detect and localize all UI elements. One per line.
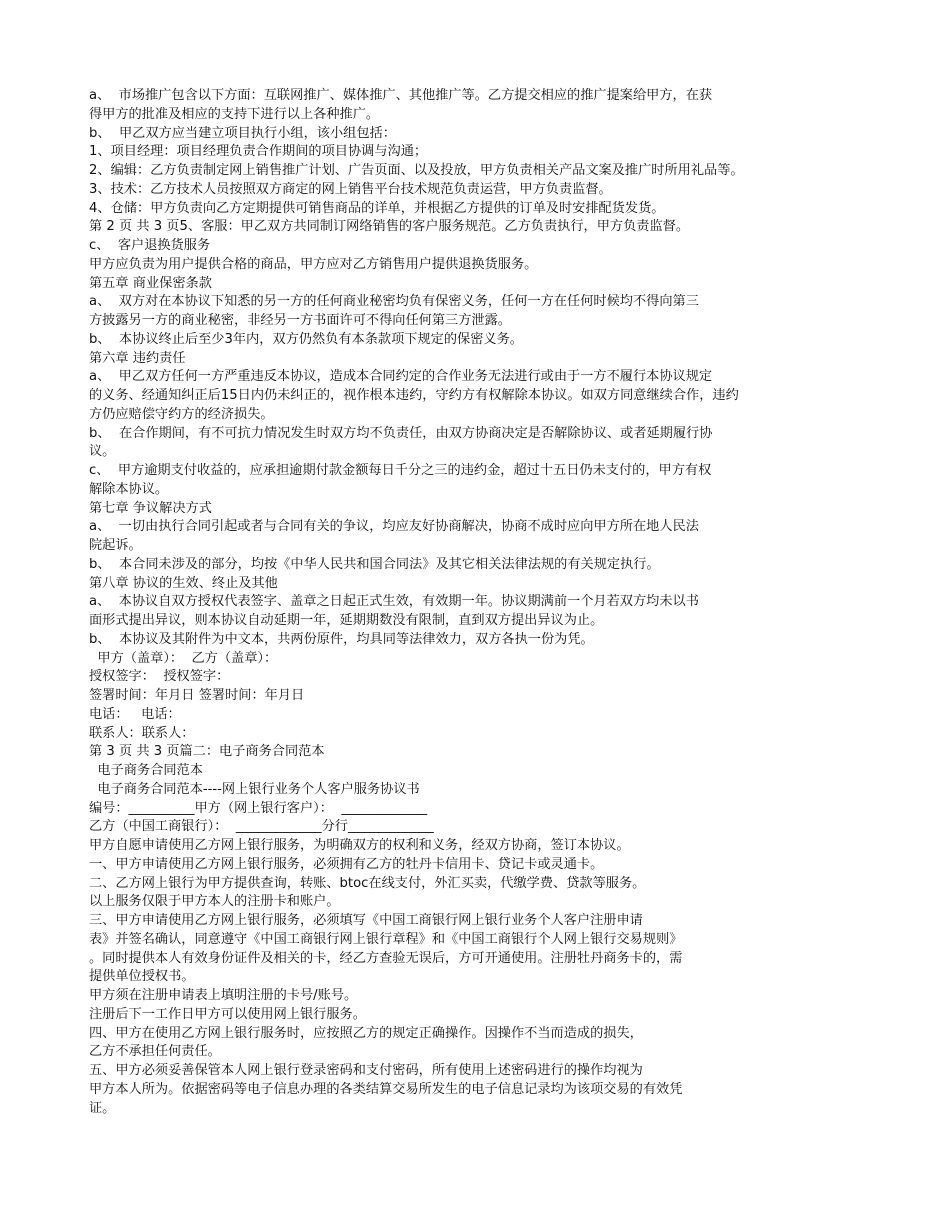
text-line: 乙方（中国工商银行）： _____________分行_____________ (89, 819, 434, 835)
text-line: a、 本协议自双方授权代表签字、盖章之日起正式生效，有效期一年。协议期满前一个月若双方均未以书 (89, 594, 699, 610)
text-line: 证。 (89, 1100, 116, 1116)
text-line: b、 本协议终止后至少3年内，双方仍然负有本条款项下规定的保密义务。 (89, 331, 523, 347)
text-line: b、 在合作期间，有不可抗力情况发生时双方均不负责任，由双方协商决定是否解除协议、或者延期履行协 (89, 425, 713, 441)
text-line: 甲方须在注册申请表上填明注册的卡号/账号。 (89, 988, 358, 1003)
text-line: 方披露另一方的商业秘密，非经另一方书面许可不得向任何第三方泄露。 (89, 313, 511, 328)
text-line: 第八章 协议的生效、终止及其他 (89, 575, 278, 591)
text-line: 一、甲方申请使用乙方网上银行服务，必须拥有乙方的牡丹卡信用卡、贷记卡或灵通卡。 (89, 856, 604, 872)
text-line: 第 3 页 共 3 页篇二：电子商务合同范本 (89, 744, 325, 760)
text-line: 甲方应负责为用户提供合格的商品，甲方应对乙方销售用户提供退换货服务。 (89, 256, 538, 272)
text-line: 甲方本人所为。依据密码等电子信息办理的各类结算交易所发生的电子信息记录均为该项交易的有效凭 (89, 1081, 683, 1097)
text-line: 第六章 违约责任 (89, 350, 186, 366)
text-line: 的义务、经通知纠正后15日内仍未纠正的，视作根本违约，守约方有权解除本协议。如双方同意继续合作，违约 (89, 388, 739, 403)
text-line: 电子商务合同范本 (89, 763, 203, 778)
text-line: 1、项目经理：项目经理负责合作期间的项目协调与沟通； (89, 144, 428, 160)
text-line: 面形式提出异议，则本协议自动延期一年，延期期数没有限制，直到双方提出异议为止。 (89, 613, 604, 628)
text-line: 授权签字： 授权签字： (89, 669, 230, 685)
text-line: c、 客户退换货服务 (89, 238, 211, 253)
text-line: b、 本协议及其附件为中文本，共两份原件，均具同等法律效力，双方各执一份为凭。 (89, 631, 594, 647)
text-line: 五、甲方必须妥善保管本人网上银行登录密码和支付密码，所有使用上述密码进行的操作均视为 (89, 1063, 643, 1078)
text-line: 四、甲方在使用乙方网上银行服务时，应按照乙方的规定正确操作。因操作不当而造成的损失， (89, 1025, 643, 1041)
text-line: 甲方自愿申请使用乙方网上银行服务，为明确双方的权利和义务，经双方协商，签订本协议。 (89, 838, 630, 853)
text-line: 编号：__________甲方（网上银行客户）： _____________ (89, 800, 428, 816)
text-line: 二、乙方网上银行为甲方提供查询，转账、btoc在线支付，外汇买卖，代缴学费、贷款等服务。 (89, 875, 646, 891)
text-line: 联系人：联系人： (89, 725, 195, 741)
text-line: 方仍应赔偿守约方的经济损失。 (89, 406, 274, 422)
document-body (89, 87, 869, 1118)
text-line: 甲方（盖章）： 乙方（盖章）： (89, 650, 278, 666)
text-line: 议。 (89, 444, 116, 460)
text-line: 三、甲方申请使用乙方网上银行服务，必须填写《中国工商银行网上银行业务个人客户注册申请 (89, 913, 643, 928)
text-line: 表》并签名确认，同意遵守《中国工商银行网上银行章程》和《中国工商银行个人网上银行交易规则》 (89, 931, 683, 947)
text-line: 得甲方的批准及相应的支持下进行以上各种推广。 (89, 106, 380, 122)
text-line: 注册后下一工作日甲方可以使用网上银行服务。 (89, 1006, 366, 1022)
text-line: 院起诉。 (89, 538, 142, 553)
text-line: b、 甲乙双方应当建立项目执行小组，该小组包括： (89, 125, 396, 141)
text-line: a、 一切由执行合同引起或者与合同有关的争议，均应友好协商解决，协商不成时应向甲方所在地人民法 (89, 519, 699, 535)
text-line: 。同时提供本人有效身份证件及相关的卡，经乙方查验无误后，方可开通使用。注册牡丹商务卡的，需 (89, 950, 683, 966)
text-line: 电话： 电话： (89, 706, 181, 722)
text-line: 提供单位授权书。 (89, 969, 195, 985)
text-line: 3、技术：乙方技术人员按照双方商定的网上销售平台技术规范负责运营，甲方负责监督。 (89, 181, 612, 197)
text-line: 4、仓储：甲方负责向乙方定期提供可销售商品的详单，并根据乙方提供的订单及时安排配货发货。 (89, 200, 665, 216)
text-line: 第五章 商业保密条款 (89, 275, 212, 291)
text-line: 以上服务仅限于甲方本人的注册卡和账户。 (89, 894, 340, 910)
text-line: 第 2 页 共 3 页5、客服：甲乙双方共同制订网络销售的客户服务规范。乙方负责执行，甲方负责监督。 (89, 219, 690, 235)
text-line: a、 市场推广包含以下方面：互联网推广、媒体推广、其他推广等。乙方提交相应的推广提案给甲方，在获 (89, 88, 713, 103)
text-line: 乙方不承担任何责任。 (89, 1044, 221, 1060)
text-line: c、 甲方逾期支付收益的，应承担逾期付款金额每日千分之三的违约金，超过十五日仍未支付的，甲方有权 (89, 463, 712, 478)
text-line: a、 甲乙双方任何一方严重违反本协议，造成本合同约定的合作业务无法进行或由于一方不履行本协议规定 (89, 369, 713, 385)
text-line: 电子商务合同范本----网上银行业务个人客户服务协议书 (89, 781, 420, 797)
text-line: 签署时间：年月日 签署时间：年月日 (89, 688, 305, 703)
text-line: b、 本合同未涉及的部分，均按《中华人民共和国合同法》及其它相关法律法规的有关规定执行。 (89, 556, 660, 572)
text-line: a、 双方对在本协议下知悉的另一方的任何商业秘密均负有保密义务，任何一方在任何时候均不得向第三 (89, 294, 699, 310)
text-line: 2、编辑：乙方负责制定网上销售推广计划、广告页面、以及投放，甲方负责相关产品文案及推广时所用礼品等。 (89, 163, 744, 178)
text-line: 第七章 争议解决方式 (89, 500, 212, 516)
text-line: 解除本协议。 (89, 481, 169, 497)
